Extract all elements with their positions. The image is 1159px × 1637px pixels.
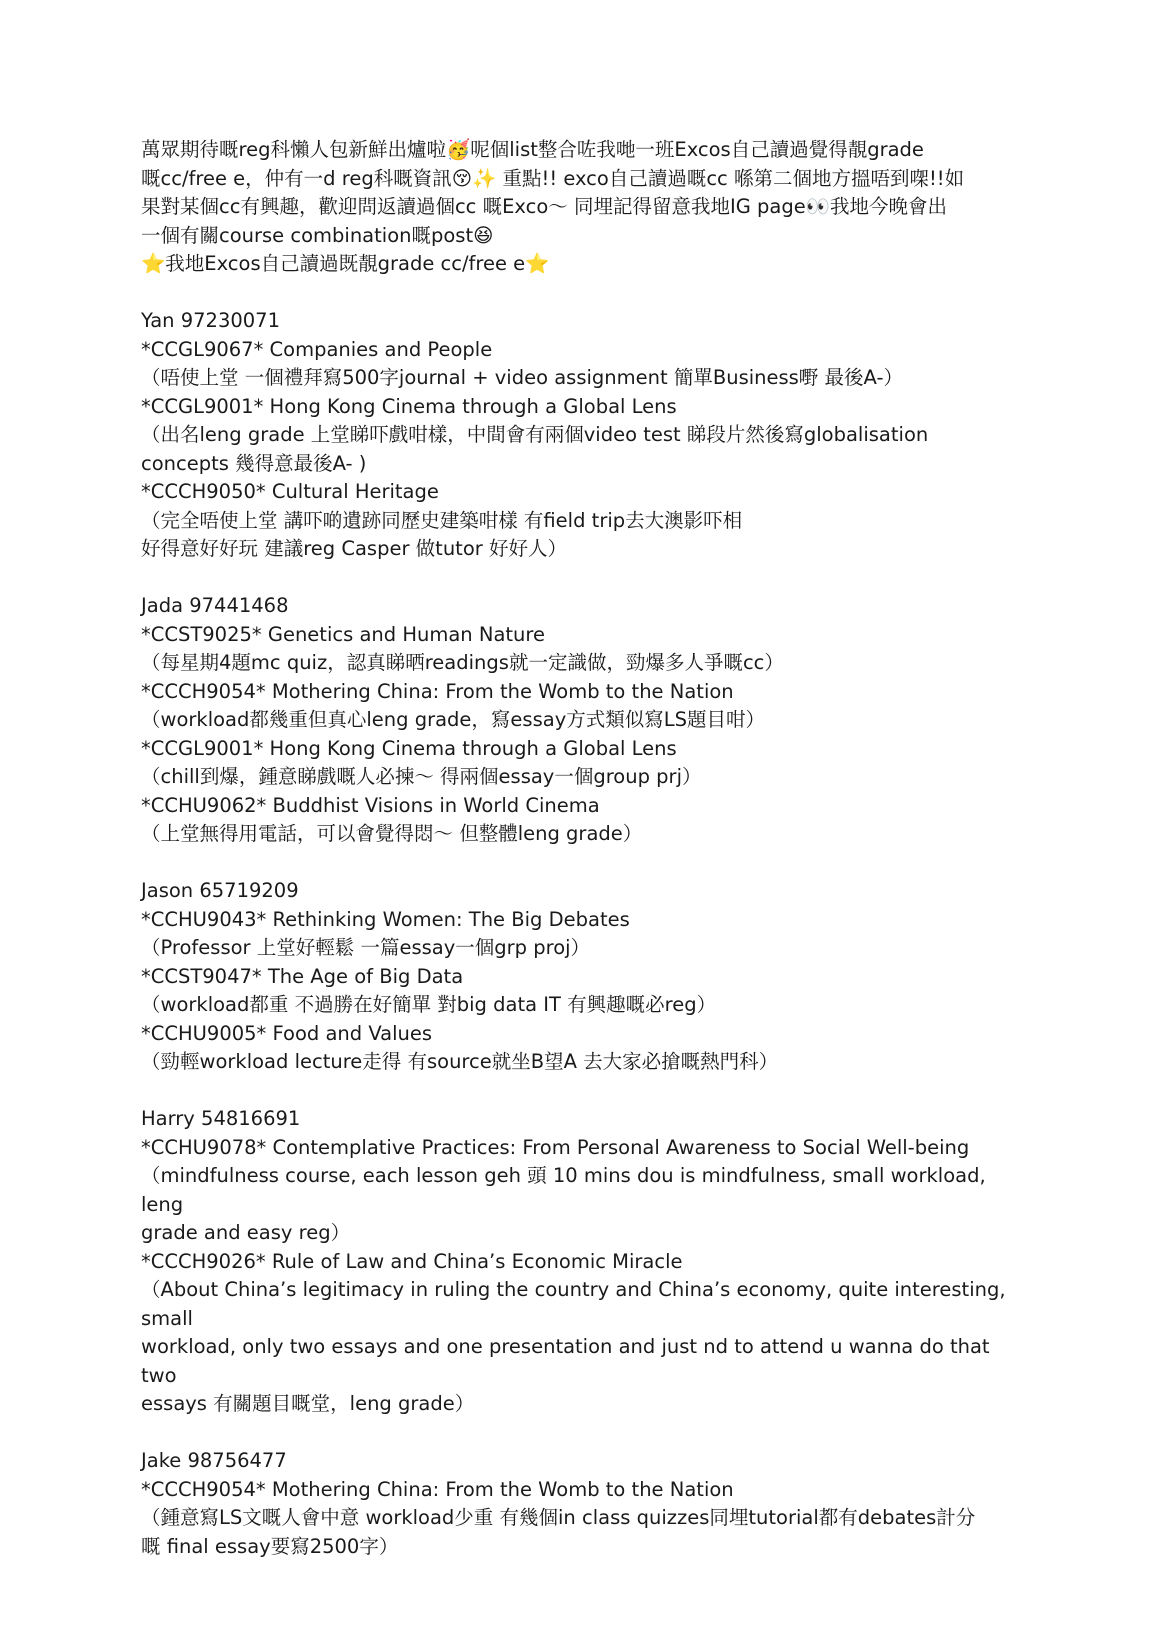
course-line: 嘅 final essay要寫2500字）: [141, 1534, 399, 1558]
exco-entry-jada: [141, 592, 1021, 849]
section-heading: ⭐️我地Excos自己讀過既靚grade cc/free e⭐️: [141, 252, 550, 275]
exco-entry-yan: [141, 307, 1021, 564]
course-line: （Professor 上堂好輕鬆 一篇essay一個grp proj）: [141, 936, 591, 959]
course-line: （mindfulness course, each lesson geh 頭 10 mins dou is mindfulness, small workload, leng: [141, 1164, 992, 1216]
exco-entry-jason: [141, 877, 1021, 1077]
course-line: *CCCH9050* Cultural Heritage: [141, 480, 439, 503]
exco-contact: Harry 54816691: [141, 1107, 301, 1130]
intro-paragraph: [141, 136, 1021, 250]
course-line: （workload都重 不過勝在好簡單 對big data IT 有興趣嘅必reg）: [141, 993, 717, 1016]
course-line: （workload都幾重但真心leng grade，寫essay方式類似寫LS題目咁）: [141, 708, 765, 731]
course-line: *CCHU9043* Rethinking Women: The Big Debates: [141, 907, 630, 931]
course-line: *CCGL9001* Hong Kong Cinema through a Global Lens: [141, 736, 677, 760]
exco-contact: Jake 98756477: [141, 1449, 287, 1472]
exco-contact: Jada 97441468: [141, 594, 289, 617]
exco-contact: Jason 65719209: [141, 879, 299, 902]
course-line: essays 有關題目嘅堂，leng grade）: [141, 1392, 475, 1415]
course-line: workload, only two essays and one presentation and just nd to attend u wanna do that two: [141, 1335, 996, 1387]
course-line: （每星期4題mc quiz，認真睇晒readings就一定識做，勁爆多人爭嘅cc）: [141, 651, 784, 674]
course-line: *CCGL9001* Hong Kong Cinema through a Global Lens: [141, 394, 677, 418]
intro-line: 嘅cc/free e，仲有一d reg科嘅資訊😚✨ 重點!! exco自己讀過嘅cc 喺第二個地方搵唔到㗎!!如: [141, 166, 965, 190]
document-page: [141, 136, 1021, 1561]
course-line: （完全唔使上堂 講吓啲遺跡同歷史建築咁樣 有field trip去大澳影吓相: [141, 508, 743, 532]
exco-contact: Yan 97230071: [141, 309, 280, 332]
course-line: （出名leng grade 上堂睇吓戲咁樣，中間會有兩個video test 睇段片然後寫globalisation: [141, 423, 929, 446]
course-line: *CCST9025* Genetics and Human Nature: [141, 622, 545, 646]
course-line: concepts 幾得意最後A- ): [141, 451, 367, 475]
course-line: 好得意好好玩 建議reg Casper 做tutor 好好人）: [141, 537, 567, 560]
intro-line: 一個有關course combination嘅post😆: [141, 223, 494, 247]
course-line: *CCHU9078* Contemplative Practices: From Personal Awareness to Social Well-being: [141, 1135, 970, 1159]
course-line: *CCCH9054* Mothering China: From the Womb to the Nation: [141, 1477, 734, 1501]
course-line: （鍾意寫LS文嘅人會中意 workload少重 有幾個in class quizzes同埋tutorial都有debates計分: [141, 1506, 976, 1529]
course-line: *CCHU9062* Buddhist Visions in World Cinema: [141, 793, 600, 817]
course-line: *CCGL9067* Companies and People: [141, 337, 493, 361]
course-line: *CCST9047* The Age of Big Data: [141, 964, 464, 988]
exco-entry-jake: [141, 1447, 1021, 1561]
intro-line: 萬眾期待嘅reg科懶人包新鮮出爐啦🥳呢個list整合咗我哋一班Excos自己讀過覺得靚grade: [141, 138, 924, 161]
course-line: *CCCH9054* Mothering China: From the Womb to the Nation: [141, 679, 734, 703]
course-line: grade and easy reg）: [141, 1221, 351, 1244]
exco-entry-harry: [141, 1105, 1021, 1419]
intro-line: 果對某個cc有興趣，歡迎問返讀過個cc 嘅Exco～ 同埋記得留意我地IG page👀我地今晚會出: [141, 195, 947, 218]
course-line: （chill到爆，鍾意睇戲嘅人必揀～ 得兩個essay一個group prj）: [141, 765, 702, 788]
course-line: *CCCH9026* Rule of Law and China’s Economic Miracle: [141, 1249, 683, 1273]
course-line: （About China’s legitimacy in ruling the country and China’s economy, quite interesting, small: [141, 1278, 1012, 1330]
course-line: （勁輕workload lecture走得 有source就坐B望A 去大家必搶嘅熱門科）: [141, 1050, 779, 1073]
course-line: （唔使上堂 一個禮拜寫500字journal + video assignment 簡單Business嘢 最後A-）: [141, 366, 903, 389]
course-line: *CCHU9005* Food and Values: [141, 1021, 433, 1045]
course-line: （上堂無得用電話，可以會覺得悶～ 但整體leng grade）: [141, 822, 643, 845]
